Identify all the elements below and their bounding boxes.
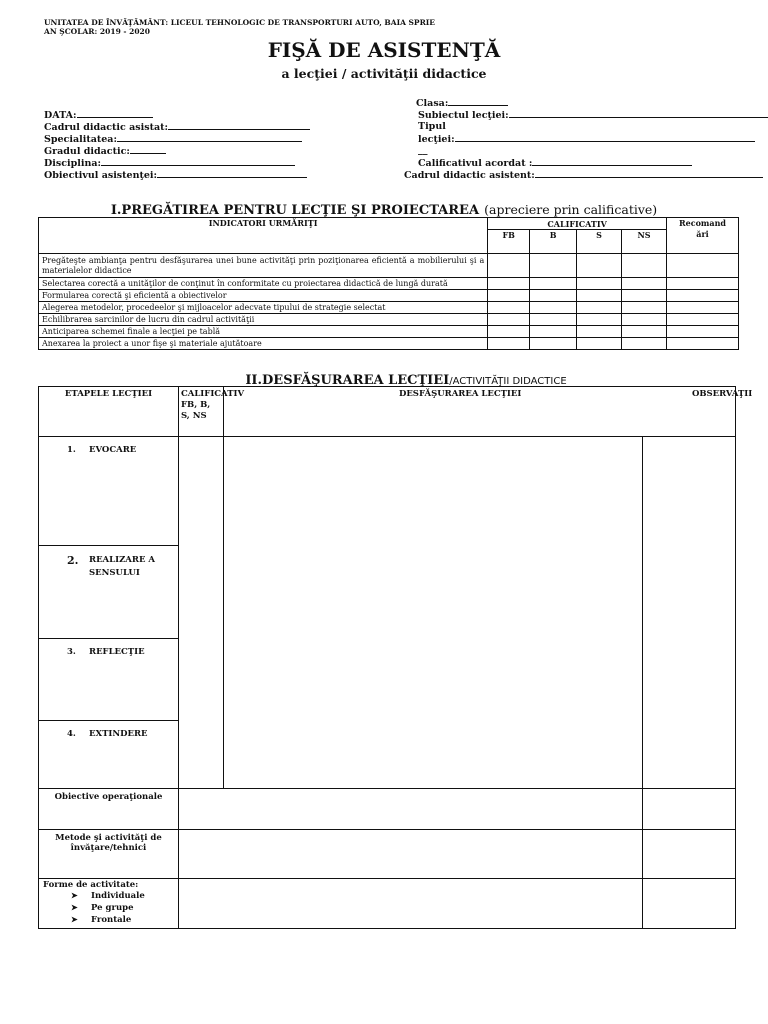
observation-objective-label: Obiectivul asistenţei:: [44, 170, 158, 181]
specialty-field[interactable]: [44, 133, 302, 145]
forms-value-cell[interactable]: [178, 879, 642, 929]
teaching-grade-field[interactable]: [44, 145, 166, 157]
list-item: ➤ Frontale: [71, 914, 132, 925]
grade-cell[interactable]: [488, 302, 530, 314]
grade-cell[interactable]: [530, 254, 577, 278]
indicator-text: Alegerea metodelor, procedeelor şi mijloacelor adecvate tipului de strategie selectat: [39, 302, 488, 314]
grade-s-header: S: [577, 230, 622, 254]
table-row: [39, 326, 739, 338]
grade-cell[interactable]: [622, 338, 667, 350]
table-row: [39, 314, 739, 326]
stage-extindere: 4. EXTINDERE: [39, 721, 179, 789]
school-name: UNITATEA DE ÎNVĂŢĂMÂNT: LICEUL TEHNOLOGIC DE TRANSPORTURI AUTO, BAIA SPRIE: [44, 18, 436, 27]
indicator-text: Formularea corectă şi eficientă a obiectivelor: [39, 290, 488, 302]
methods-observations-cell[interactable]: [643, 830, 736, 879]
calificativ-header: CALIFICATIV: [488, 218, 667, 230]
table-row: [39, 278, 739, 290]
recommendations-header: Recomandări: [666, 218, 738, 254]
grade-cell[interactable]: [488, 290, 530, 302]
recommendation-cell[interactable]: [666, 290, 738, 302]
observer-teacher-field[interactable]: [404, 169, 763, 181]
table-row: [39, 302, 739, 314]
lesson-type-label: Tipul: [418, 121, 446, 132]
lesson-type-continuation: __: [418, 145, 428, 156]
lesson-flow-header: [223, 387, 753, 437]
discipline-field[interactable]: [44, 157, 295, 169]
section1-heading: I.PREGĂTIREA PENTRU LECŢIE ŞI PROIECTAREA: [110, 203, 480, 218]
recommendation-cell[interactable]: [666, 326, 738, 338]
stage-reflectie: 3. REFLECŢIE: [39, 639, 179, 721]
page-title: FIŞĂ DE ASISTENŢĂ: [267, 38, 501, 62]
grade-cell[interactable]: [488, 314, 530, 326]
list-item: ➤ Individuale: [71, 890, 145, 901]
recommendation-cell[interactable]: [666, 302, 738, 314]
observation-objective-field[interactable]: [44, 169, 307, 181]
lesson-type-field[interactable]: [418, 133, 755, 145]
grade-cell[interactable]: [577, 254, 622, 278]
recommendation-cell[interactable]: [666, 278, 738, 290]
grade-cell[interactable]: [577, 326, 622, 338]
grade-cell[interactable]: [622, 326, 667, 338]
teaching-grade-label: Gradul didactic:: [44, 146, 130, 157]
grade-cell[interactable]: [622, 302, 667, 314]
grade-cell[interactable]: [488, 338, 530, 350]
date-label: DATA:: [44, 110, 77, 121]
lesson-flow-cell[interactable]: [223, 437, 642, 789]
section2-heading: II.DESFĂŞURAREA LECŢIEI: [245, 373, 450, 388]
calif-header: CALIFICATIV FB, B, S, NS: [178, 387, 223, 437]
section1-note: (apreciere prin calificative): [484, 202, 658, 217]
observations-cell[interactable]: [643, 437, 736, 789]
grade-b-header: B: [530, 230, 577, 254]
arrow-bullet-icon: ➤: [71, 902, 78, 912]
table-row: [39, 290, 739, 302]
class-field[interactable]: [416, 97, 508, 109]
stage-realizare: 2. REALIZARE A SENSULUI: [39, 546, 179, 639]
objectives-label: Obiective operaţionale: [39, 789, 179, 830]
calificativ-cell[interactable]: [178, 437, 223, 789]
lesson-table: [38, 386, 753, 929]
date-field[interactable]: [44, 109, 153, 121]
indicators-header: INDICATORI URMĂRIŢI: [39, 218, 488, 254]
grade-cell[interactable]: [577, 278, 622, 290]
grade-cell[interactable]: [622, 254, 667, 278]
observations-label: OBSERVAŢII: [691, 389, 753, 399]
section2-note: /ACTIVITĂŢII DIDACTICE: [449, 376, 567, 387]
forms-list: [43, 890, 174, 926]
school-year: AN ŞCOLAR: 2019 - 2020: [44, 27, 150, 36]
teacher-observed-field[interactable]: [44, 121, 310, 133]
page-subtitle: a lecţiei / activităţii didactice: [281, 66, 487, 81]
grade-cell[interactable]: [530, 278, 577, 290]
forms-cell: [39, 879, 179, 929]
grade-cell[interactable]: [488, 278, 530, 290]
arrow-bullet-icon: ➤: [71, 890, 78, 900]
grade-cell[interactable]: [530, 326, 577, 338]
grade-cell[interactable]: [577, 290, 622, 302]
grade-cell[interactable]: [577, 338, 622, 350]
grade-cell[interactable]: [530, 302, 577, 314]
list-item: ➤ Pe grupe: [71, 902, 134, 913]
objectives-observations-cell[interactable]: [643, 789, 736, 830]
forms-observations-cell[interactable]: [643, 879, 736, 929]
indicator-text: Anticiparea schemei finale a lecţiei pe tablă: [39, 326, 488, 338]
recommendation-cell[interactable]: [666, 338, 738, 350]
arrow-bullet-icon: ➤: [71, 914, 78, 924]
grade-cell[interactable]: [622, 314, 667, 326]
table-row: [39, 879, 736, 929]
indicator-text: Selectarea corectă a unităţilor de conţinut în conformitate cu proiectarea didactică de lungă durată: [39, 278, 488, 290]
table-row: [39, 830, 736, 879]
grade-awarded-label: Calificativul acordat :: [418, 158, 533, 169]
stages-header: ETAPELE LECŢIEI: [39, 387, 179, 437]
section1-title: [0, 199, 768, 218]
table-row: [39, 789, 736, 830]
methods-cell[interactable]: [178, 830, 642, 879]
grade-cell[interactable]: [530, 338, 577, 350]
recommendation-cell[interactable]: [666, 254, 738, 278]
grade-cell[interactable]: [488, 326, 530, 338]
lesson-flow-label: DESFĂŞURAREA LECŢIEI: [398, 389, 522, 399]
observer-teacher-label: Cadrul didactic asistent:: [404, 170, 535, 181]
grade-ns-header: NS: [622, 230, 667, 254]
grade-fb-header: FB: [488, 230, 530, 254]
teacher-observed-label: Cadrul didactic asistat:: [44, 122, 169, 133]
grade-cell[interactable]: [577, 302, 622, 314]
table-row: [39, 254, 739, 278]
grade-cell[interactable]: [622, 278, 667, 290]
table-row: [39, 437, 736, 546]
class-label: Clasa:: [416, 98, 449, 109]
specialty-label: Specialitatea:: [44, 134, 117, 145]
forms-title: Forme de activitate:: [43, 880, 139, 890]
grade-cell[interactable]: [530, 290, 577, 302]
grade-awarded-field[interactable]: [418, 157, 692, 169]
lesson-type-label-2: lecţiei:: [418, 134, 455, 145]
stage-evocare: 1. EVOCARE: [39, 437, 179, 546]
methods-label: Metode şi activităţi de învăţare/tehnici: [39, 830, 179, 879]
lesson-subject-field[interactable]: [418, 109, 768, 121]
indicator-text: Pregăteşte ambianţa pentru desfăşurarea unei bune activităţi prin poziţionarea eficientă a mobilierului şi a materialelor didactice: [39, 254, 488, 278]
recommendation-cell[interactable]: [666, 314, 738, 326]
preparation-table: [38, 217, 739, 350]
grade-cell[interactable]: [577, 314, 622, 326]
grade-cell[interactable]: [488, 254, 530, 278]
discipline-label: Disciplina:: [44, 158, 102, 169]
lesson-subject-label: Subiectul lecţiei:: [418, 110, 509, 121]
indicator-text: Anexarea la proiect a unor fişe şi materiale ajutătoare: [39, 338, 488, 350]
indicator-text: Echilibrarea sarcinilor de lucru din cadrul activităţii: [39, 314, 488, 326]
grade-cell[interactable]: [622, 290, 667, 302]
table-row: [39, 338, 739, 350]
objectives-cell[interactable]: [178, 789, 642, 830]
grade-cell[interactable]: [530, 314, 577, 326]
